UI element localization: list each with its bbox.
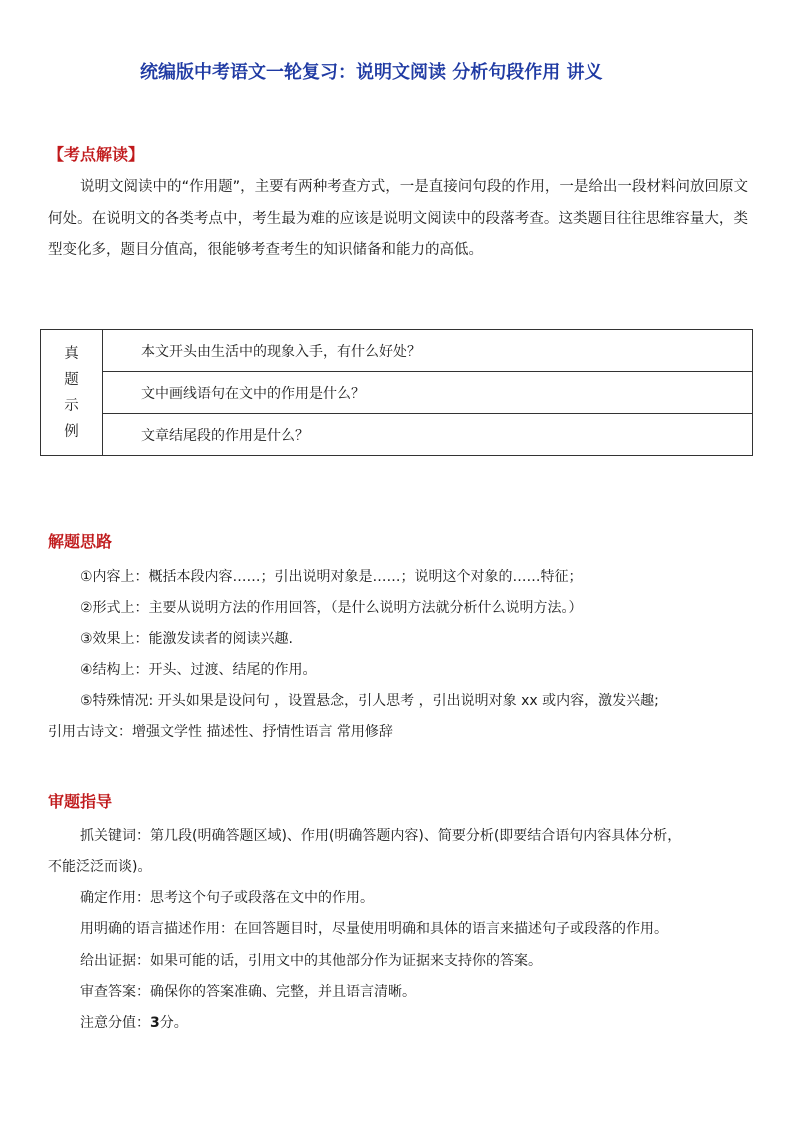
score-value: 3: [150, 1015, 160, 1031]
score-suffix: 分。: [159, 1015, 188, 1031]
examples-label-cell: [41, 330, 103, 456]
approach-item: ②形式上：主要从说明方法的作用回答，（是什么说明方法就分析什么说明方法。）: [80, 600, 583, 616]
examples-label-char: 示: [64, 397, 79, 414]
approach-item: ⑤特殊情况: 开头如果是设问句 ，设置悬念，引人思考 ，引出说明对象 xx 或内容，激发兴趣;: [80, 693, 659, 709]
example-question: 文章结尾段的作用是什么？: [103, 414, 753, 456]
examples-label-char: 题: [64, 371, 79, 388]
approach-item: ③效果上：能激发读者的阅读兴趣.: [80, 631, 294, 647]
examples-table: [40, 329, 753, 456]
example-question: 本文开头由生活中的现象入手，有什么好处？: [103, 330, 753, 372]
guidance-keywords-line: 不能泛泛而谈)。: [48, 859, 152, 875]
guidance-keywords-line: 抓关键词：第几段(明确答题区域)、作用(明确答题内容)、简要分析(即要结合语句内容具体分析，: [80, 828, 682, 844]
approach-item: ①内容上：概括本段内容……；引出说明对象是……；说明这个对象的……特征；: [80, 569, 583, 585]
key-points-paragraph: 说明文阅读中的“作用题”，主要有两种考查方式，一是直接问句段的作用，一是给出一段材料问放回原文何处。在说明文的各类考点中，考生最为难的应该是说明文阅读中的段落考查。这类题目往往思维容量大，类型变化多，题目分值高，很能够考查考生的知识储备和能力的高低。: [48, 179, 748, 258]
section-heading-key-points: 【考点解读】: [48, 145, 145, 164]
guidance-line: 给出证据：如果可能的话，引用文中的其他部分作为证据来支持你的答案。: [80, 953, 542, 969]
examples-label-char: 真: [64, 345, 79, 362]
example-question: 文中画线语句在文中的作用是什么？: [103, 372, 753, 414]
examples-label-char: 例: [64, 423, 79, 440]
score-prefix: 注意分值：: [80, 1015, 150, 1031]
section-heading-guidance: 审题指导: [48, 792, 113, 811]
guidance-line: 确定作用：思考这个句子或段落在文中的作用。: [80, 890, 374, 906]
section-heading-approach: 解题思路: [48, 532, 113, 551]
document-title: 统编版中考语文一轮复习：说明文阅读 分析句段作用 讲义: [140, 62, 603, 83]
guidance-score-line: [48, 1013, 790, 1033]
guidance-line: 用明确的语言描述作用：在回答题目时，尽量使用明确和具体的语言来描述句子或段落的作用。: [80, 921, 668, 937]
approach-item: ④结构上：开头、过渡、结尾的作用。: [80, 662, 317, 678]
guidance-line: 审查答案：确保你的答案准确、完整，并且语言清晰。: [80, 984, 416, 1000]
approach-item: 引用古诗文：增强文学性 描述性、抒情性语言 常用修辞: [48, 724, 393, 740]
